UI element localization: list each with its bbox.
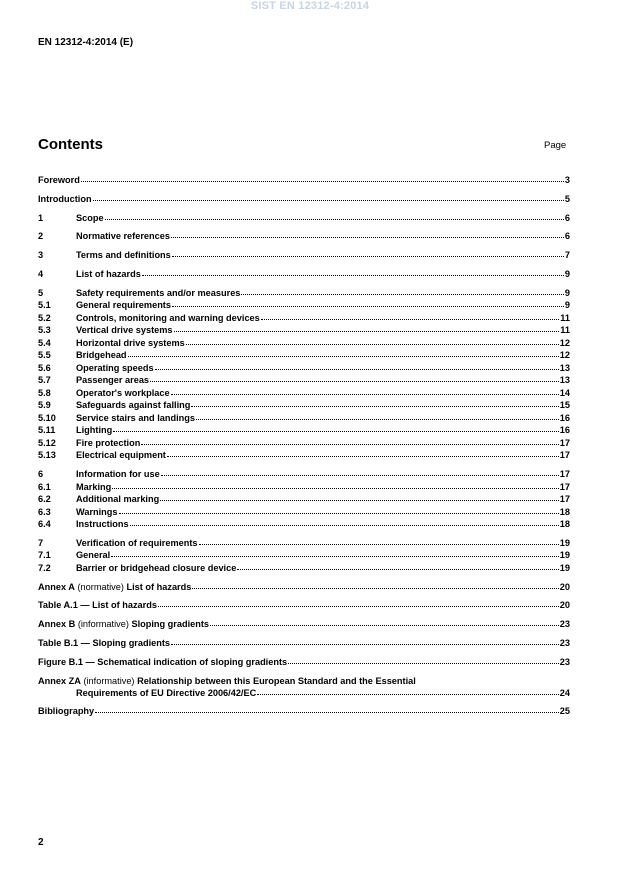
toc-leader-dots — [105, 218, 564, 220]
toc-entry[interactable] — [38, 449, 570, 462]
toc-entry-annex-type: (informative) — [75, 619, 132, 630]
toc-entry[interactable] — [38, 562, 570, 575]
toc-leader-dots — [261, 318, 560, 320]
toc-leader-dots — [119, 512, 559, 514]
toc-entry[interactable] — [38, 437, 570, 450]
toc-entry-page: 12 — [559, 337, 570, 348]
toc-entry-page: 11 — [560, 312, 570, 323]
toc-entry-label: Lighting — [76, 425, 113, 436]
toc-entry-label: Bibliography — [38, 706, 95, 717]
toc-entry-prefix: Annex A — [38, 581, 75, 592]
toc-leader-dots — [93, 199, 564, 201]
toc-entry[interactable] — [38, 506, 570, 519]
toc-entry-label: Passenger areas — [76, 375, 150, 386]
toc-entry-number: 7.2 — [38, 562, 51, 573]
toc-entry[interactable] — [38, 387, 570, 400]
toc-entry[interactable] — [38, 337, 570, 350]
toc-entry-page: 24 — [559, 688, 570, 699]
toc-entry[interactable] — [38, 618, 570, 631]
toc-entry-title: Relationship between this European Standard and the Essential — [137, 675, 416, 686]
watermark: SIST EN 12312-4:2014 — [250, 0, 370, 12]
toc-leader-dots — [196, 418, 559, 420]
toc-entry-label: Marking — [76, 481, 112, 492]
toc-entry-label: Controls, monitoring and warning devices — [76, 312, 260, 323]
toc-entry[interactable] — [38, 349, 570, 362]
toc-entry-label: Additional marking — [76, 494, 160, 505]
toc-entry-page: 19 — [559, 537, 570, 548]
toc-entry-number: 5.9 — [38, 400, 51, 411]
toc-entry[interactable] — [38, 268, 570, 281]
toc-entry-page: 11 — [560, 325, 570, 336]
toc-entry-number: 5.6 — [38, 362, 51, 373]
toc-entry[interactable] — [38, 324, 570, 337]
toc-leader-dots — [172, 255, 564, 257]
toc-leader-dots — [141, 443, 558, 445]
toc-leader-dots — [155, 368, 559, 370]
toc-entry-page: 15 — [559, 400, 570, 411]
toc-entry[interactable] — [38, 675, 570, 688]
page-column-label: Page — [544, 140, 567, 151]
toc-entry-number: 5.5 — [38, 350, 51, 361]
toc-leader-dots — [161, 474, 559, 476]
toc-leader-dots — [150, 380, 559, 382]
toc-entry-label: Information for use — [76, 469, 160, 480]
toc-entry-number: 5.11 — [38, 425, 56, 436]
document-id: EN 12312-4:2014 (E) — [38, 37, 134, 48]
toc-entry-number: 5.4 — [38, 337, 51, 348]
toc-leader-dots — [288, 662, 559, 664]
toc-entry-page: 7 — [564, 250, 570, 261]
toc-entry[interactable] — [38, 399, 570, 412]
toc-entry[interactable] — [38, 481, 570, 494]
toc-entry-page: 20 — [559, 600, 570, 611]
page-number: 2 — [38, 837, 44, 848]
toc-entry-page: 25 — [559, 706, 570, 717]
toc-entry-page: 5 — [564, 193, 570, 204]
toc-entry-label: Verification of requirements — [76, 537, 198, 548]
toc-entry-page: 9 — [564, 268, 570, 279]
toc-entry-number: 5.8 — [38, 387, 51, 398]
toc-leader-dots — [167, 455, 559, 457]
contents-title: Contents — [38, 136, 103, 153]
toc-entry-label: List of hazards — [76, 268, 141, 279]
toc-entry-label: Normative references — [76, 231, 170, 242]
toc-entry-prefix: Annex ZA — [38, 675, 81, 686]
toc-entry-page: 23 — [559, 619, 570, 630]
toc-leader-dots — [111, 555, 559, 557]
toc-entry[interactable] — [38, 537, 570, 550]
toc-entry[interactable] — [38, 424, 570, 437]
toc-leader-dots — [171, 643, 559, 645]
toc-leader-dots — [186, 343, 559, 345]
toc-entry-number: 7 — [38, 537, 44, 548]
toc-entry[interactable] — [38, 299, 570, 312]
toc-entry-page: 9 — [564, 300, 570, 311]
toc-entry-label: Instructions — [76, 519, 129, 530]
toc-entry-annex-type: (informative) — [80, 675, 138, 686]
toc-entry-label: Operating speeds — [76, 362, 154, 373]
toc-leader-dots — [113, 430, 559, 432]
toc-leader-dots — [241, 293, 563, 295]
toc-leader-dots — [160, 499, 559, 501]
toc-entry[interactable] — [38, 637, 570, 650]
toc-entry-number: 6.3 — [38, 506, 51, 517]
toc-leader-dots — [128, 355, 559, 357]
toc-leader-dots — [171, 236, 564, 238]
toc-leader-dots — [257, 693, 559, 695]
toc-entry-page: 16 — [559, 425, 570, 436]
toc-entry[interactable] — [38, 193, 570, 206]
toc-entry-page: 17 — [559, 469, 570, 480]
toc-entry-page: 19 — [559, 562, 570, 573]
toc-entry-page: 17 — [559, 437, 570, 448]
toc-entry-label: General — [76, 550, 111, 561]
toc-entry[interactable] — [38, 312, 570, 325]
toc-entry[interactable] — [38, 230, 570, 243]
toc-leader-dots — [192, 587, 558, 589]
toc-entry-label: Safety requirements and/or measures — [76, 287, 241, 298]
toc-entry-number: 5.3 — [38, 325, 51, 336]
toc-entry-page: 23 — [559, 656, 570, 667]
toc-entry-number: 4 — [38, 268, 44, 279]
toc-leader-dots — [174, 330, 560, 332]
toc-entry-number: 6 — [38, 469, 44, 480]
toc-entry-page: 17 — [559, 481, 570, 492]
toc-entry-label-cont: Requirements of EU Directive 2006/42/EC — [76, 688, 257, 699]
toc-entry[interactable] — [38, 549, 570, 562]
toc-entry-number: 5 — [38, 287, 44, 298]
toc-entry-label: Electrical equipment — [76, 450, 166, 461]
toc-entry-page: 17 — [559, 494, 570, 505]
toc-entry[interactable] — [38, 362, 570, 375]
toc-entry-label — [38, 581, 191, 594]
toc-entry-label — [38, 618, 209, 631]
toc-entry-page: 13 — [559, 375, 570, 386]
toc-leader-dots — [210, 624, 559, 626]
toc-entry[interactable] — [38, 174, 570, 187]
toc-leader-dots — [171, 393, 559, 395]
toc-entry-label: Fire protection — [76, 437, 141, 448]
toc-entry[interactable] — [38, 468, 570, 481]
toc-entry-label: Vertical drive systems — [76, 325, 173, 336]
toc-leader-dots — [112, 487, 559, 489]
toc-entry-page: 16 — [559, 412, 570, 423]
toc-entry[interactable] — [38, 518, 570, 531]
toc-entry-number: 6.1 — [38, 481, 51, 492]
toc-entry-label: Figure B.1 — Schematical indication of sloping gradients — [38, 656, 288, 667]
toc-entry[interactable] — [38, 412, 570, 425]
toc-entry-label: Service stairs and landings — [76, 412, 195, 423]
toc-entry-number: 5.13 — [38, 450, 56, 461]
toc-entry[interactable] — [38, 212, 570, 225]
toc-entry[interactable] — [38, 705, 570, 718]
toc-entry-number: 7.1 — [38, 550, 51, 561]
toc-entry-label: Scope — [76, 212, 104, 223]
toc-entry-number: 1 — [38, 212, 44, 223]
toc-entry-page: 20 — [559, 581, 570, 592]
toc-entry[interactable] — [38, 287, 570, 300]
toc-entry[interactable] — [38, 599, 570, 612]
toc-entry-page: 23 — [559, 638, 570, 649]
toc-entry[interactable] — [38, 656, 570, 669]
toc-entry-label: Foreword — [38, 175, 80, 185]
toc-entry-label: Safeguards against falling — [76, 400, 191, 411]
toc-entry-label: Table B.1 — Sloping gradients — [38, 638, 171, 649]
toc-entry-label: Table A.1 — List of hazards — [38, 600, 157, 611]
toc-leader-dots — [81, 180, 564, 182]
toc-entry-page: 19 — [559, 550, 570, 561]
toc-entry-label — [38, 675, 416, 688]
toc-entry-prefix: Annex B — [38, 619, 76, 630]
toc-entry-number: 5.1 — [38, 300, 51, 311]
toc-leader-dots — [191, 405, 558, 407]
toc-leader-dots — [130, 524, 559, 526]
toc-leader-dots — [199, 543, 559, 545]
toc-entry[interactable] — [38, 581, 570, 594]
toc-entry-page: 6 — [564, 231, 570, 242]
toc-entry-page: 3 — [564, 175, 570, 185]
toc-entry[interactable] — [38, 374, 570, 387]
toc-entry-page: 6 — [564, 212, 570, 223]
toc-entry-label: Warnings — [76, 506, 118, 517]
toc-entry-title: List of hazards — [126, 581, 192, 592]
toc-entry[interactable] — [38, 249, 570, 262]
toc-entry-page: 9 — [564, 287, 570, 298]
toc-entry-number: 5.2 — [38, 312, 51, 323]
toc-entry-number: 2 — [38, 231, 44, 242]
toc-entry-page: 12 — [559, 350, 570, 361]
toc-leader-dots — [158, 605, 559, 607]
toc-entry-number: 5.12 — [38, 437, 56, 448]
toc-entry[interactable] — [38, 493, 570, 506]
toc-entry-page: 14 — [559, 387, 570, 398]
toc-entry-label: Introduction — [38, 193, 92, 204]
toc-leader-dots — [95, 711, 559, 713]
toc-leader-dots — [237, 568, 558, 570]
toc-entry-label: Horizontal drive systems — [76, 337, 185, 348]
table-of-contents — [38, 174, 570, 718]
toc-entry-page: 18 — [559, 519, 570, 530]
toc-entry-page: 13 — [559, 362, 570, 373]
toc-leader-dots — [142, 274, 564, 276]
toc-entry-number: 5.10 — [38, 412, 56, 423]
toc-entry-continuation[interactable] — [38, 687, 570, 699]
toc-entry-page: 18 — [559, 506, 570, 517]
toc-entry-label: Terms and definitions — [76, 250, 171, 261]
toc-leader-dots — [172, 305, 564, 307]
toc-entry-label: General requirements — [76, 300, 171, 311]
toc-entry-title: Sloping gradients — [131, 619, 210, 630]
toc-entry-page: 17 — [559, 450, 570, 461]
toc-entry-number: 6.4 — [38, 519, 51, 530]
toc-entry-annex-type: (normative) — [74, 581, 127, 592]
toc-entry-label: Barrier or bridgehead closure device — [76, 562, 237, 573]
toc-entry-label: Operator's workplace — [76, 387, 170, 398]
toc-entry-number: 3 — [38, 250, 44, 261]
toc-entry-number: 6.2 — [38, 494, 51, 505]
toc-entry-number: 5.7 — [38, 375, 51, 386]
toc-entry-label: Bridgehead — [76, 350, 127, 361]
